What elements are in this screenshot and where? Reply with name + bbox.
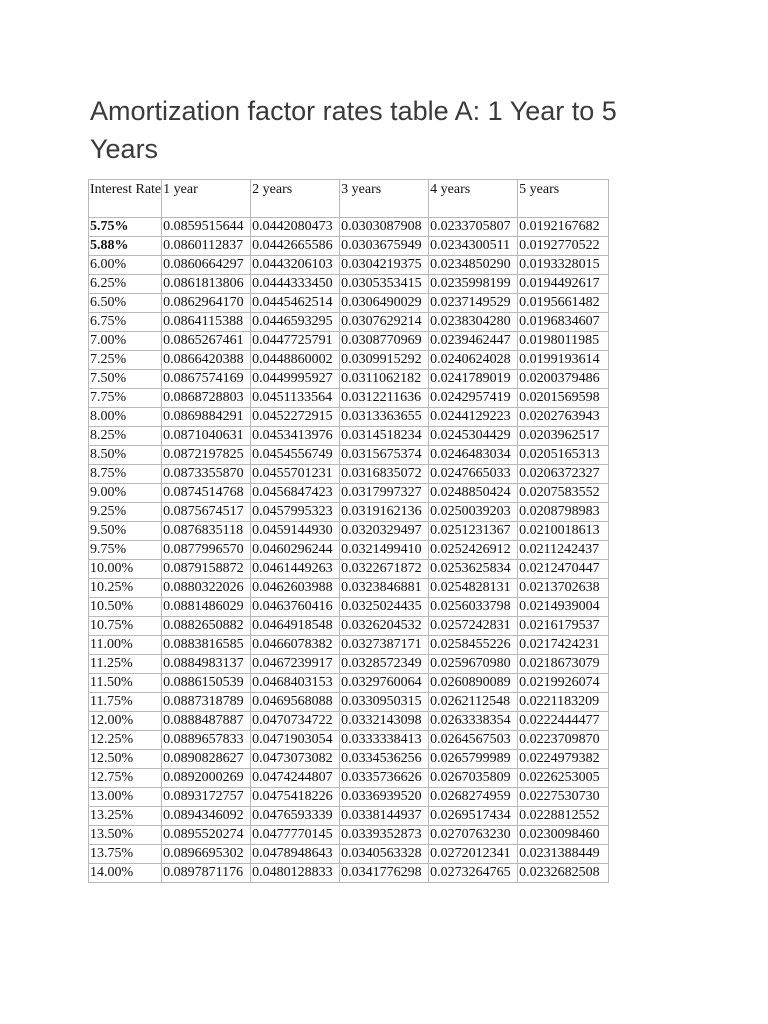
factor-cell-5-year: 0.0208798983	[518, 503, 609, 522]
interest-rate-cell: 8.50%	[89, 446, 162, 465]
factor-cell-5-year: 0.0207583552	[518, 484, 609, 503]
factor-cell-2-year: 0.0449995927	[251, 370, 340, 389]
factor-cell-4-year: 0.0233705807	[429, 218, 518, 237]
factor-cell-5-year: 0.0196834607	[518, 313, 609, 332]
factor-cell-3-year: 0.0327387171	[340, 636, 429, 655]
factor-cell-3-year: 0.0314518234	[340, 427, 429, 446]
column-header-5-years: 5 years	[518, 180, 609, 218]
interest-rate-cell: 12.75%	[89, 769, 162, 788]
factor-cell-3-year: 0.0325024435	[340, 598, 429, 617]
factor-cell-2-year: 0.0452272915	[251, 408, 340, 427]
factor-cell-4-year: 0.0260890089	[429, 674, 518, 693]
interest-rate-cell: 8.25%	[89, 427, 162, 446]
interest-rate-cell: 7.00%	[89, 332, 162, 351]
factor-cell-5-year: 0.0212470447	[518, 560, 609, 579]
factor-cell-4-year: 0.0268274959	[429, 788, 518, 807]
factor-cell-5-year: 0.0195661482	[518, 294, 609, 313]
interest-rate-cell: 9.75%	[89, 541, 162, 560]
factor-cell-3-year: 0.0332143098	[340, 712, 429, 731]
table-row	[89, 655, 609, 674]
factor-cell-4-year: 0.0242957419	[429, 389, 518, 408]
factor-cell-2-year: 0.0478948643	[251, 845, 340, 864]
interest-rate-cell: 8.75%	[89, 465, 162, 484]
factor-cell-1-year: 0.0881486029	[162, 598, 251, 617]
factor-cell-3-year: 0.0312211636	[340, 389, 429, 408]
column-header-2-years: 2 years	[251, 180, 340, 218]
factor-cell-1-year: 0.0862964170	[162, 294, 251, 313]
interest-rate-cell: 13.75%	[89, 845, 162, 864]
factor-cell-1-year: 0.0893172757	[162, 788, 251, 807]
factor-cell-5-year: 0.0228812552	[518, 807, 609, 826]
table-row	[89, 237, 609, 256]
factor-cell-2-year: 0.0457995323	[251, 503, 340, 522]
factor-cell-2-year: 0.0447725791	[251, 332, 340, 351]
factor-cell-2-year: 0.0456847423	[251, 484, 340, 503]
factor-cell-2-year: 0.0446593295	[251, 313, 340, 332]
factor-cell-5-year: 0.0202763943	[518, 408, 609, 427]
factor-cell-1-year: 0.0894346092	[162, 807, 251, 826]
table-row	[89, 465, 609, 484]
factor-cell-1-year: 0.0888487887	[162, 712, 251, 731]
factor-cell-2-year: 0.0451133564	[251, 389, 340, 408]
interest-rate-cell: 11.25%	[89, 655, 162, 674]
table-row	[89, 598, 609, 617]
factor-cell-5-year: 0.0200379486	[518, 370, 609, 389]
factor-cell-3-year: 0.0313363655	[340, 408, 429, 427]
factor-cell-4-year: 0.0273264765	[429, 864, 518, 883]
amortization-table	[88, 179, 609, 883]
factor-cell-4-year: 0.0265799989	[429, 750, 518, 769]
factor-cell-1-year: 0.0877996570	[162, 541, 251, 560]
factor-cell-4-year: 0.0252426912	[429, 541, 518, 560]
factor-cell-2-year: 0.0469568088	[251, 693, 340, 712]
interest-rate-cell: 12.00%	[89, 712, 162, 731]
interest-rate-cell: 13.25%	[89, 807, 162, 826]
factor-cell-1-year: 0.0883816585	[162, 636, 251, 655]
factor-cell-3-year: 0.0339352873	[340, 826, 429, 845]
table-row	[89, 845, 609, 864]
table-row	[89, 864, 609, 883]
factor-cell-5-year: 0.0193328015	[518, 256, 609, 275]
interest-rate-cell: 6.25%	[89, 275, 162, 294]
factor-cell-3-year: 0.0326204532	[340, 617, 429, 636]
factor-cell-1-year: 0.0864115388	[162, 313, 251, 332]
table-row	[89, 636, 609, 655]
factor-cell-2-year: 0.0480128833	[251, 864, 340, 883]
factor-cell-2-year: 0.0445462514	[251, 294, 340, 313]
factor-cell-4-year: 0.0267035809	[429, 769, 518, 788]
table-row	[89, 807, 609, 826]
factor-cell-2-year: 0.0455701231	[251, 465, 340, 484]
factor-cell-3-year: 0.0340563328	[340, 845, 429, 864]
table-row	[89, 712, 609, 731]
table-row	[89, 332, 609, 351]
factor-cell-4-year: 0.0248850424	[429, 484, 518, 503]
table-row	[89, 427, 609, 446]
factor-cell-5-year: 0.0213702638	[518, 579, 609, 598]
page-title: Amortization factor rates table A: 1 Year to 5 Years	[90, 96, 617, 164]
factor-cell-4-year: 0.0269517434	[429, 807, 518, 826]
factor-cell-4-year: 0.0237149529	[429, 294, 518, 313]
interest-rate-cell: 6.75%	[89, 313, 162, 332]
factor-cell-3-year: 0.0328572349	[340, 655, 429, 674]
factor-cell-4-year: 0.0238304280	[429, 313, 518, 332]
factor-cell-1-year: 0.0887318789	[162, 693, 251, 712]
factor-cell-1-year: 0.0871040631	[162, 427, 251, 446]
factor-cell-2-year: 0.0459144930	[251, 522, 340, 541]
factor-cell-4-year: 0.0246483034	[429, 446, 518, 465]
interest-rate-cell: 10.25%	[89, 579, 162, 598]
factor-cell-4-year: 0.0272012341	[429, 845, 518, 864]
factor-cell-3-year: 0.0335736626	[340, 769, 429, 788]
factor-cell-5-year: 0.0227530730	[518, 788, 609, 807]
factor-cell-2-year: 0.0474244807	[251, 769, 340, 788]
factor-cell-3-year: 0.0304219375	[340, 256, 429, 275]
interest-rate-cell: 11.00%	[89, 636, 162, 655]
factor-cell-5-year: 0.0232682508	[518, 864, 609, 883]
factor-cell-2-year: 0.0476593339	[251, 807, 340, 826]
factor-cell-2-year: 0.0467239917	[251, 655, 340, 674]
table-row	[89, 218, 609, 237]
factor-cell-1-year: 0.0886150539	[162, 674, 251, 693]
factor-cell-4-year: 0.0240624028	[429, 351, 518, 370]
factor-cell-1-year: 0.0879158872	[162, 560, 251, 579]
factor-cell-5-year: 0.0211242437	[518, 541, 609, 560]
factor-cell-1-year: 0.0860664297	[162, 256, 251, 275]
factor-cell-2-year: 0.0477770145	[251, 826, 340, 845]
interest-rate-cell: 6.50%	[89, 294, 162, 313]
factor-cell-1-year: 0.0860112837	[162, 237, 251, 256]
column-header-1-year: 1 year	[162, 180, 251, 218]
factor-cell-3-year: 0.0316835072	[340, 465, 429, 484]
factor-cell-1-year: 0.0859515644	[162, 218, 251, 237]
factor-cell-4-year: 0.0245304429	[429, 427, 518, 446]
interest-rate-cell: 5.75%	[89, 218, 162, 237]
factor-cell-3-year: 0.0303675949	[340, 237, 429, 256]
factor-cell-2-year: 0.0468403153	[251, 674, 340, 693]
factor-cell-5-year: 0.0217424231	[518, 636, 609, 655]
factor-cell-1-year: 0.0861813806	[162, 275, 251, 294]
factor-cell-4-year: 0.0250039203	[429, 503, 518, 522]
interest-rate-cell: 12.25%	[89, 731, 162, 750]
factor-cell-1-year: 0.0875674517	[162, 503, 251, 522]
factor-cell-4-year: 0.0263338354	[429, 712, 518, 731]
factor-cell-5-year: 0.0230098460	[518, 826, 609, 845]
factor-cell-1-year: 0.0867574169	[162, 370, 251, 389]
table-row	[89, 674, 609, 693]
column-header-3-years: 3 years	[340, 180, 429, 218]
table-row	[89, 294, 609, 313]
factor-cell-4-year: 0.0258455226	[429, 636, 518, 655]
factor-cell-1-year: 0.0882650882	[162, 617, 251, 636]
factor-cell-2-year: 0.0443206103	[251, 256, 340, 275]
factor-cell-1-year: 0.0873355870	[162, 465, 251, 484]
factor-cell-2-year: 0.0454556749	[251, 446, 340, 465]
interest-rate-cell: 10.50%	[89, 598, 162, 617]
interest-rate-cell: 11.75%	[89, 693, 162, 712]
factor-cell-3-year: 0.0306490029	[340, 294, 429, 313]
table-row	[89, 351, 609, 370]
table-row	[89, 370, 609, 389]
factor-cell-4-year: 0.0259670980	[429, 655, 518, 674]
factor-cell-5-year: 0.0221183209	[518, 693, 609, 712]
factor-cell-2-year: 0.0471903054	[251, 731, 340, 750]
factor-cell-3-year: 0.0308770969	[340, 332, 429, 351]
factor-cell-1-year: 0.0897871176	[162, 864, 251, 883]
factor-cell-3-year: 0.0336939520	[340, 788, 429, 807]
factor-cell-5-year: 0.0192167682	[518, 218, 609, 237]
factor-cell-1-year: 0.0884983137	[162, 655, 251, 674]
factor-cell-1-year: 0.0872197825	[162, 446, 251, 465]
interest-rate-cell: 8.00%	[89, 408, 162, 427]
factor-cell-3-year: 0.0322671872	[340, 560, 429, 579]
factor-cell-2-year: 0.0442080473	[251, 218, 340, 237]
interest-rate-cell: 5.88%	[89, 237, 162, 256]
factor-cell-5-year: 0.0231388449	[518, 845, 609, 864]
factor-cell-2-year: 0.0473073082	[251, 750, 340, 769]
factor-cell-1-year: 0.0866420388	[162, 351, 251, 370]
factor-cell-3-year: 0.0338144937	[340, 807, 429, 826]
factor-cell-5-year: 0.0198011985	[518, 332, 609, 351]
interest-rate-cell: 10.00%	[89, 560, 162, 579]
factor-cell-3-year: 0.0334536256	[340, 750, 429, 769]
table-row	[89, 788, 609, 807]
factor-cell-3-year: 0.0309915292	[340, 351, 429, 370]
factor-cell-2-year: 0.0466078382	[251, 636, 340, 655]
factor-cell-4-year: 0.0234850290	[429, 256, 518, 275]
interest-rate-cell: 7.25%	[89, 351, 162, 370]
table-row	[89, 826, 609, 845]
table-row	[89, 389, 609, 408]
table-row	[89, 484, 609, 503]
table-row	[89, 731, 609, 750]
factor-cell-1-year: 0.0865267461	[162, 332, 251, 351]
factor-cell-3-year: 0.0311062182	[340, 370, 429, 389]
table-row	[89, 769, 609, 788]
table-row	[89, 579, 609, 598]
factor-cell-5-year: 0.0223709870	[518, 731, 609, 750]
interest-rate-cell: 7.50%	[89, 370, 162, 389]
factor-cell-5-year: 0.0214939004	[518, 598, 609, 617]
factor-cell-3-year: 0.0341776298	[340, 864, 429, 883]
factor-cell-3-year: 0.0320329497	[340, 522, 429, 541]
table-row	[89, 560, 609, 579]
table-row	[89, 750, 609, 769]
interest-rate-cell: 9.00%	[89, 484, 162, 503]
factor-cell-1-year: 0.0880322026	[162, 579, 251, 598]
table-body	[89, 218, 609, 883]
table-row	[89, 408, 609, 427]
interest-rate-cell: 13.50%	[89, 826, 162, 845]
column-header-4-years: 4 years	[429, 180, 518, 218]
factor-cell-1-year: 0.0868728803	[162, 389, 251, 408]
table-row	[89, 275, 609, 294]
factor-cell-3-year: 0.0305353415	[340, 275, 429, 294]
factor-cell-1-year: 0.0874514768	[162, 484, 251, 503]
factor-cell-3-year: 0.0333338413	[340, 731, 429, 750]
interest-rate-cell: 7.75%	[89, 389, 162, 408]
factor-cell-5-year: 0.0219926074	[518, 674, 609, 693]
interest-rate-cell: 10.75%	[89, 617, 162, 636]
factor-cell-4-year: 0.0256033798	[429, 598, 518, 617]
factor-cell-4-year: 0.0247665033	[429, 465, 518, 484]
interest-rate-cell: 12.50%	[89, 750, 162, 769]
interest-rate-cell: 14.00%	[89, 864, 162, 883]
factor-cell-3-year: 0.0317997327	[340, 484, 429, 503]
interest-rate-cell: 6.00%	[89, 256, 162, 275]
factor-cell-3-year: 0.0307629214	[340, 313, 429, 332]
factor-cell-5-year: 0.0201569598	[518, 389, 609, 408]
factor-cell-4-year: 0.0270763230	[429, 826, 518, 845]
factor-cell-2-year: 0.0470734722	[251, 712, 340, 731]
factor-cell-1-year: 0.0876835118	[162, 522, 251, 541]
table-row	[89, 693, 609, 712]
factor-cell-5-year: 0.0192770522	[518, 237, 609, 256]
table-row	[89, 503, 609, 522]
interest-rate-cell: 9.25%	[89, 503, 162, 522]
factor-cell-5-year: 0.0222444477	[518, 712, 609, 731]
factor-cell-4-year: 0.0254828131	[429, 579, 518, 598]
factor-cell-4-year: 0.0257242831	[429, 617, 518, 636]
factor-cell-3-year: 0.0323846881	[340, 579, 429, 598]
factor-cell-1-year: 0.0895520274	[162, 826, 251, 845]
factor-cell-2-year: 0.0464918548	[251, 617, 340, 636]
factor-cell-2-year: 0.0475418226	[251, 788, 340, 807]
factor-cell-5-year: 0.0206372327	[518, 465, 609, 484]
factor-cell-5-year: 0.0216179537	[518, 617, 609, 636]
factor-cell-2-year: 0.0463760416	[251, 598, 340, 617]
interest-rate-cell: 11.50%	[89, 674, 162, 693]
factor-cell-2-year: 0.0462603988	[251, 579, 340, 598]
table-row	[89, 313, 609, 332]
factor-cell-4-year: 0.0241789019	[429, 370, 518, 389]
factor-cell-5-year: 0.0194492617	[518, 275, 609, 294]
factor-cell-4-year: 0.0244129223	[429, 408, 518, 427]
factor-cell-5-year: 0.0210018613	[518, 522, 609, 541]
factor-cell-1-year: 0.0869884291	[162, 408, 251, 427]
factor-cell-4-year: 0.0235998199	[429, 275, 518, 294]
factor-cell-4-year: 0.0251231367	[429, 522, 518, 541]
factor-cell-5-year: 0.0226253005	[518, 769, 609, 788]
factor-cell-1-year: 0.0889657833	[162, 731, 251, 750]
table-header-row	[89, 180, 609, 218]
table-row	[89, 446, 609, 465]
factor-cell-5-year: 0.0199193614	[518, 351, 609, 370]
factor-cell-1-year: 0.0892000269	[162, 769, 251, 788]
factor-cell-3-year: 0.0321499410	[340, 541, 429, 560]
table-row	[89, 256, 609, 275]
factor-cell-5-year: 0.0224979382	[518, 750, 609, 769]
factor-cell-3-year: 0.0303087908	[340, 218, 429, 237]
factor-cell-2-year: 0.0460296244	[251, 541, 340, 560]
factor-cell-2-year: 0.0442665586	[251, 237, 340, 256]
factor-cell-5-year: 0.0203962517	[518, 427, 609, 446]
table-row	[89, 522, 609, 541]
factor-cell-2-year: 0.0453413976	[251, 427, 340, 446]
factor-cell-4-year: 0.0253625834	[429, 560, 518, 579]
factor-cell-2-year: 0.0444333450	[251, 275, 340, 294]
interest-rate-cell: 13.00%	[89, 788, 162, 807]
factor-cell-1-year: 0.0896695302	[162, 845, 251, 864]
interest-rate-cell: 9.50%	[89, 522, 162, 541]
factor-cell-4-year: 0.0262112548	[429, 693, 518, 712]
factor-cell-3-year: 0.0319162136	[340, 503, 429, 522]
factor-cell-3-year: 0.0329760064	[340, 674, 429, 693]
factor-cell-4-year: 0.0234300511	[429, 237, 518, 256]
factor-cell-4-year: 0.0264567503	[429, 731, 518, 750]
column-header-interest-rate: Interest Rate	[89, 180, 162, 218]
factor-cell-5-year: 0.0218673079	[518, 655, 609, 674]
factor-cell-3-year: 0.0330950315	[340, 693, 429, 712]
table-row	[89, 541, 609, 560]
factor-cell-4-year: 0.0239462447	[429, 332, 518, 351]
table-row	[89, 617, 609, 636]
factor-cell-2-year: 0.0461449263	[251, 560, 340, 579]
factor-cell-2-year: 0.0448860002	[251, 351, 340, 370]
factor-cell-3-year: 0.0315675374	[340, 446, 429, 465]
factor-cell-5-year: 0.0205165313	[518, 446, 609, 465]
factor-cell-1-year: 0.0890828627	[162, 750, 251, 769]
